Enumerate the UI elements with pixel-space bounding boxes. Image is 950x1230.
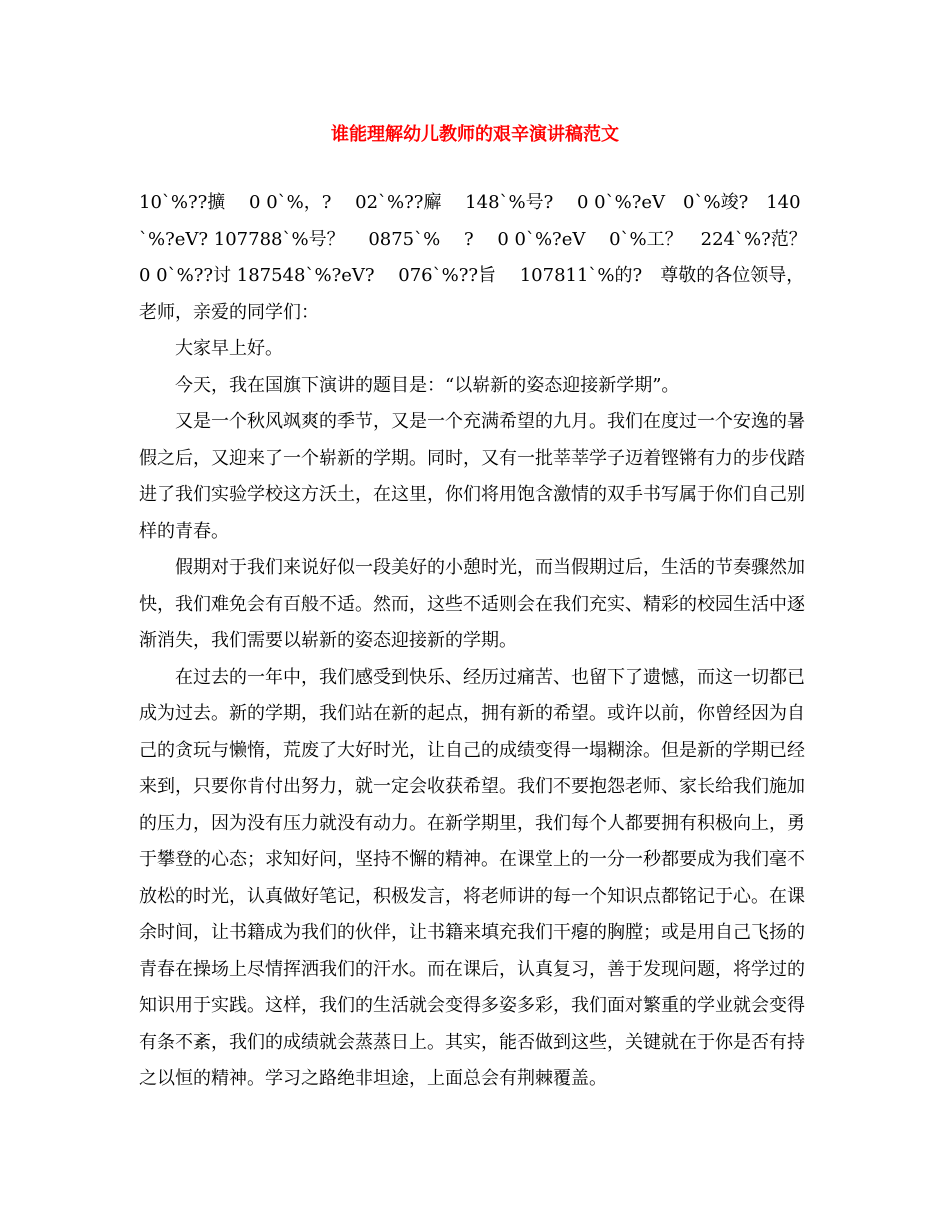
document-body [139,185,831,1098]
document-title: 谁能理解幼儿教师的艰辛演讲稿范文 [331,124,619,145]
paragraph-holiday: 假期对于我们来说好似一段美好的小憩时光，而当假期过后，生活的节奏骤然加快，我们难免会有百般不适。然而，这些不适则会在我们充实、精彩的校园生活中逐渐消失，我们需要以崭新的姿态迎接新的学期。 [139,557,805,651]
garbled-header-text: 10`%??擴 0 0`%，? 02`%??廨 148`%号? 0 0`%?eV 0`%竣? 140`%?eV? 107788`%号？ 0875`% ? 0 0`%?eV 0`%工？ 224`%?范？ 0 0`%??讨 187548`%?eV? 076`%??旨 107811`%的? 尊敬的各位领导，老师，亲爱的同学们： [139,192,831,323]
paragraph-past-year: 在过去的一年中，我们感受到快乐、经历过痛苦、也留下了遗憾，而这一切都已成为过去。新的学期，我们站在新的起点，拥有新的希望。或许以前，你曾经因为自己的贪玩与懒惰，荒废了大好时光，让自己的成绩变得一塌糊涂。但是新的学期已经来到，只要你肯付出努力，就一定会收获希望。我们不要抱怨老师、家长给我们施加的压力，因为没有压力就没有动力。在新学期里，我们每个人都要拥有积极向上，勇于攀登的心态；求知好问，坚持不懈的精神。在课堂上的一分一秒都要成为我们毫不放松的时光，认真做好笔记，积极发言，将老师讲的每一个知识点都铭记于心。在课余时间，让书籍成为我们的伙伴，让书籍来填充我们干瘪的胸膛；或是用自己飞扬的青春在操场上尽情挥洒我们的汗水。而在课后，认真复习，善于发现问题，将学过的知识用于实践。这样，我们的生活就会变得多姿多彩，我们面对繁重的学业就会变得有条不紊，我们的成绩就会蒸蒸日上。其实，能否做到这些，关键就在于你是否有持之以恒的精神。学习之路绝非坦途，上面总会有荆棘覆盖。 [139,666,805,1089]
paragraph-topic: 今天，我在国旗下演讲的题目是：“以崭新的姿态迎接新学期”。 [175,374,680,396]
paragraph-greeting: 大家早上好。 [175,338,283,359]
paragraph-autumn: 又是一个秋风飒爽的季节，又是一个充满希望的九月。我们在度过一个安逸的暑假之后，又迎来了一个崭新的学期。同时，又有一批莘莘学子迈着铿锵有力的步伐踏进了我们实验学校这方沃土，在这里，你们将用饱含激情的双手书写属于你们自己别样的青春。 [139,411,805,542]
